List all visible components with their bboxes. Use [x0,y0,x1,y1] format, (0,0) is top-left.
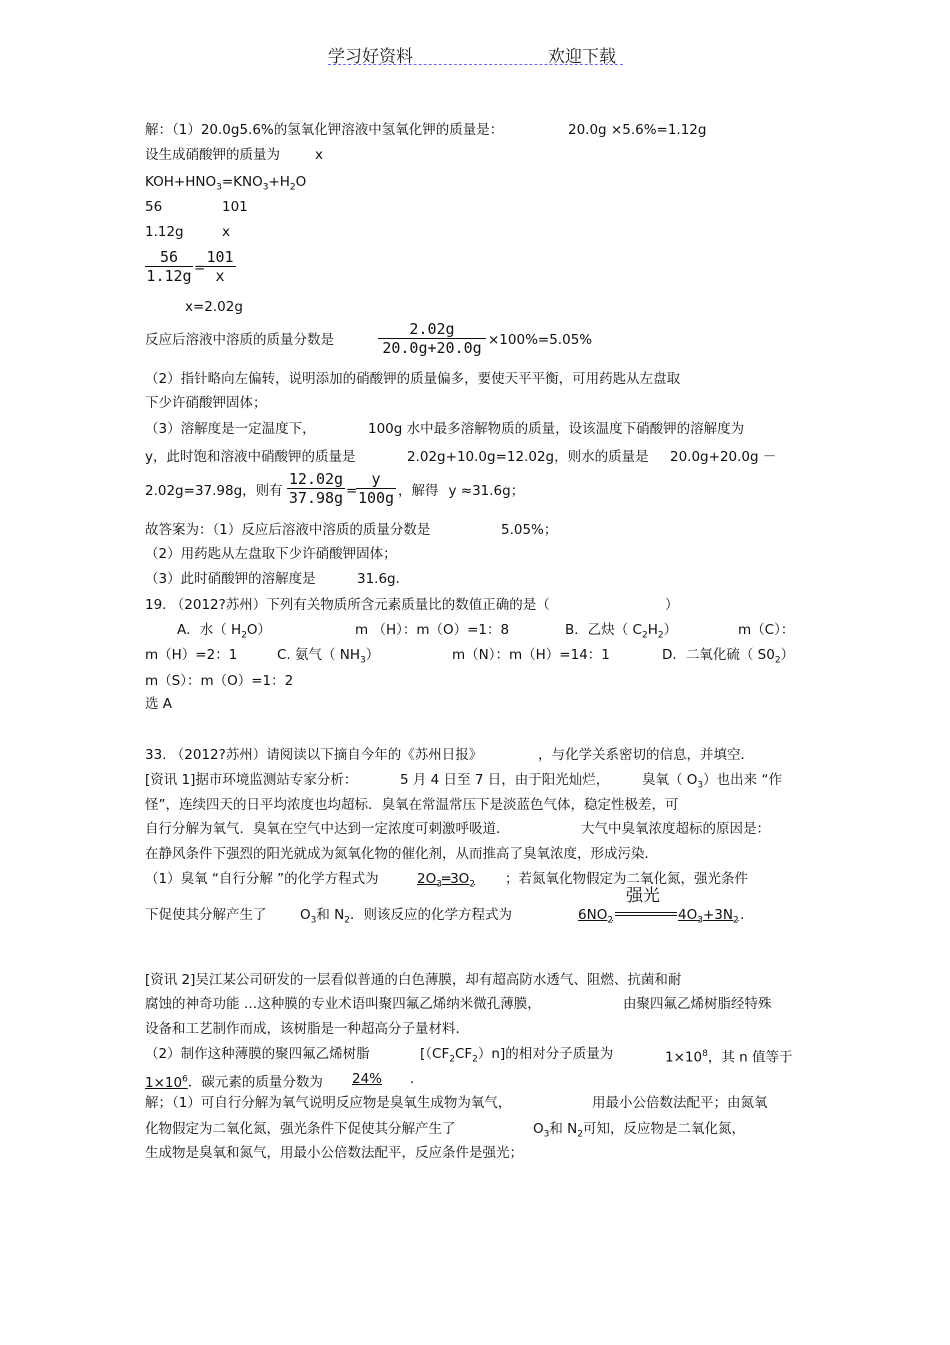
ratio-line-1: 56 101 [145,199,248,215]
header-left: 学习好资料 [328,47,413,67]
q33-info1-line-1: [资讯 1]据市环境监测站专家分析： 5 月 4 日至 7 日，由于阳光灿烂， 臭氧（ $O_3$）也出来 “作 [145,772,782,791]
fraction-101: 101 x [204,248,236,285]
x-result: x=2.02g [185,299,243,315]
q33-info2-line-1: [资讯 2]吴江某公司研发的一层看似普通的白色薄膜，却有超高防水透气、阻燃、抗菌和耐 [145,972,682,988]
q19-line-3: m（S）：m（O）=1：2 [145,673,294,689]
q33-condition: 强光 [626,886,660,906]
header-divider [328,64,623,65]
mass-fraction-result: ×100%=5.05% [488,332,593,348]
part3-line-2: y，此时饱和溶液中硝酸钾的质量是 2.02g+10.0g=12.02g，则水的质量是 20.0g+20.0g － [145,449,777,465]
answer-3: （3）此时硝酸钾的溶解度是 31.6g． [145,571,410,587]
q33-sub2-line-2: $1\times 10^6$．碳元素的质量分数为 24% ． [145,1071,424,1091]
part3-solve: ，解得 y ≈31.6g； [398,483,525,499]
q33-info1-line-3: 自行分解为氧气．臭氧在空气中达到一定浓度可刺激呼吸道． 大气中臭氧浓度超标的原因是： [145,821,770,837]
q19-line-2: m（H）=2：1 C. 氨气（ $NH_3$） m（N）：m（H）=14：1 D．二氧化硫（ $S0_2$） [145,647,795,666]
header-right: 欢迎下载 [548,47,616,67]
q33-title: 33. （2012?苏州）请阅读以下摘自今年的《苏州日报》 ，与化学关系密切的信息，并填空． [145,747,754,763]
fraction-equals-2: = [346,483,358,499]
part3-line-3: 2.02g=37.98g，则有 [145,483,283,499]
sol-line-2: 设生成硝酸钾的质量为 x [145,147,323,163]
q33-explain-line-3: 生成物是臭氧和氮气，用最小公倍数法配平，反应条件是强光； [145,1145,523,1161]
ratio-line-2: 1.12g x [145,224,230,240]
fraction-y: y 100g [357,470,395,507]
q33-explain-line-2: 化物假定为二氧化氮，强光条件下促使其分解产生了 $O_3$和 $N_2$可知，反应物是二氧化氮， [145,1121,745,1140]
q33-equation-right: $4O_3+3N_2$ [678,907,739,926]
q19-answer: 选 A [145,696,173,712]
answer-2: （2）用药匙从左盘取下少许硝酸钾固体； [145,546,397,562]
q33-equation-left: $6NO_2$ [578,907,614,926]
q33-sub1-line-1: （1）臭氧 “自行分解 ”的化学方程式为 $2O_3═3O_2$ ；若氮氧化物假定为二氧化氮，强光条件 [145,871,748,890]
fraction-equals: = [194,260,206,276]
q33-sub2-line-1: （2）制作这种薄膜的聚四氟乙烯树脂 $[(CF_2CF_2)n]$的相对分子质量为 $1\times 10^8$，其 n 值等于 [145,1046,793,1066]
q33-info1-line-2: 怪”，连续四天的日平均浓度也均超标．臭氧在常温常压下是淡蓝色气体，稳定性极差，可 [145,797,679,813]
fraction-12: 12.02g 37.98g [288,470,344,507]
mass-fraction-label: 反应后溶液中溶质的质量分数是 [145,332,334,348]
q33-info2-line-2: 腐蚀的神奇功能 …这种膜的专业术语叫聚四氟乙烯纳米微孔薄膜， 由聚四氟乙烯树脂经特殊 [145,996,772,1012]
fraction-56: 56 1.12g [146,248,192,285]
part3-line-1: （3）溶解度是一定温度下， 100g 水中最多溶解物质的质量，设该温度下硝酸钾的溶解度为 [145,421,745,437]
q33-equals-sign [615,912,677,916]
q19-title: 19. （2012?苏州）下列有关物质所含元素质量比的数值正确的是（ ） [145,597,679,613]
q33-sub1-line-2: 下促使其分解产生了 $O_3$和 $N_2$．则该反应的化学方程式为 [145,907,512,926]
q33-info1-line-4: 在静风条件下强烈的阳光就成为氮氧化物的催化剂，从而推高了臭氧浓度，形成污染． [145,846,658,862]
part2-line-2: 下少许硝酸钾固体； [145,395,267,411]
sol-line-1: 解：（1）20.0g5.6%的氢氧化钾溶液中氢氧化钾的质量是： 20.0g ×5.6%=1.12g [145,122,707,138]
equation: $KOH+HNO_3=KNO_3+H_2O$ [145,174,307,193]
part2-line-1: （2）指针略向左偏转，说明添加的硝酸钾的质量偏多，要使天平平衡，可用药匙从左盘取 [145,371,681,387]
document-page: 学习好资料 欢迎下载 解：（1）20.0g5.6%的氢氧化钾溶液中氢氧化钾的质量是： 20.0g ×5.6%=1.12g 设生成硝酸钾的质量为 x $KOH+HNO_3=KNO_3+H_2O$ 56 101 1.12g x 56 1.12g = 101 x x=2.02g 反应后溶液中溶质的质量分数是 2.02g 20.0g+20.0g ×100%=5.05% （2）指针略向左偏转，说明添加的硝酸钾的质量偏多，要使天平平衡，可用药匙从左盘取 下少许硝酸钾固体； （3）溶解度是一定温度下， 100g 水中最多溶解物质的质量，设该温度下硝酸钾的溶解度为 y，此时饱和溶液中硝酸钾的质量是 2.02g+10.0g=12.02g，则水的质量是 20.0g+20.0g － 2.02g=37.98g，则有 12.02g 37.98g = y 100g ，解得 y ≈31.6g； 故答案为：（1）反应后溶液中溶质的质量分数是 5.05%； （2）用药匙从左盘取下少许硝酸钾固体； （3）此时硝酸钾的溶解度是 31.6g． 19. （2012?苏州）下列有关物质所含元素质量比的数值正确的是（ ） A．水（ $H_2O$） m （H）：m（O）=1：8 B．乙炔（ $C_2H_2$） m（C）： m（H）=2：1 C. 氨气（ $NH_3$） m（N）：m（H）=14：1 D．二氧化硫（ $S0_2$） m（S）：m（O）=1：2 选 A 33. （2012?苏州）请阅读以下摘自今年的《苏州日报》 ，与化学关系密切的信息，并填空． [资讯 1]据市环境监测站专家分析： 5 月 4 日至 7 日，由于阳光灿烂， 臭氧（ $O_3$）也出来 “作 怪”，连续四天的日平均浓度也均超标．臭氧在常温常压下是淡蓝色气体，稳定性极差，可 自行分解为氧气．臭氧在空气中达到一定浓度可刺激呼吸道． 大气中臭氧浓度超标的原因是： 在静风条件下强烈的阳光就成为氮氧化物的催化剂，从而推高了臭氧浓度，形成污染． （1）臭氧 “自行分解 ”的化学方程式为 $2O_3═3O_2$ ；若氮氧化物假定为二氧化氮，强光条件 下促使其分解产生了 $O_3$和 $N_2$．则该反应的化学方程式为 $6NO_2$ 强光 $4O_3+3N_2$ . [资讯 2]吴江某公司研发的一层看似普通的白色薄膜，却有超高防水透气、阻燃、抗菌和耐 腐蚀的神奇功能 …这种膜的专业术语叫聚四氟乙烯纳米微孔薄膜， 由聚四氟乙烯树脂经特殊 设备和工艺制作而成，该树脂是一种超高分子量材料． （2）制作这种薄膜的聚四氟乙烯树脂 $[(CF_2CF_2)n]$的相对分子质量为 $1\times 10^8$，其 n 值等于 $1\times 10^6$．碳元素的质量分数为 24% ． 解；（1）可自行分解为氧气说明反应物是臭氧生成物为氧气， 用最小公倍数法配平；由氮氧 化物假定为二氧化氮，强光条件下促使其分解产生了 $O_3$和 $N_2$可知，反应物是二氧化氮， 生成物是臭氧和氮气，用最小公倍数法配平，反应条件是强光； [0,0,950,1345]
fraction-mass: 2.02g 20.0g+20.0g [378,320,486,357]
answer-1: 故答案为：（1）反应后溶液中溶质的质量分数是 5.05%； [145,522,558,538]
q33-equation-end: . [740,907,745,923]
q33-info2-line-3: 设备和工艺制作而成，该树脂是一种超高分子量材料． [145,1021,469,1037]
q33-explain-line-1: 解；（1）可自行分解为氧气说明反应物是臭氧生成物为氧气， 用最小公倍数法配平；由氮氧 [145,1095,768,1111]
